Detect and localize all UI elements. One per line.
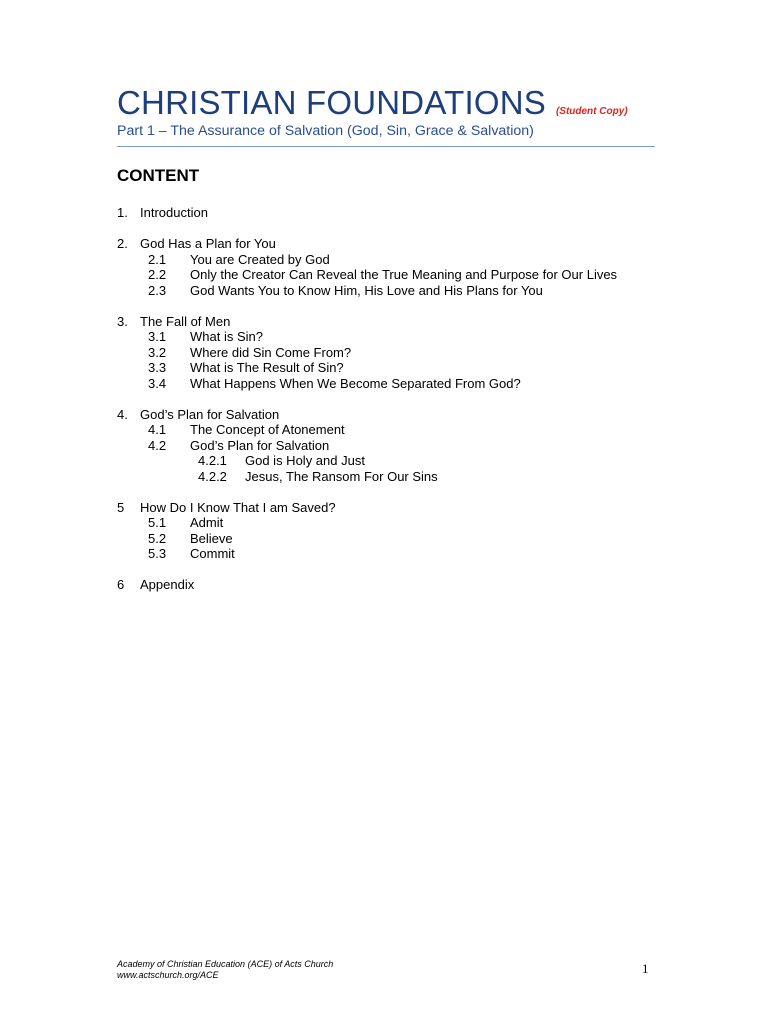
toc-indent [117,345,148,361]
toc-subentry-number: 3.3 [148,360,167,375]
toc-subentry-label: The Concept of Atonement [190,422,345,437]
toc-subentry-number: 5.2 [148,530,167,546]
toc-section [117,236,617,298]
toc-section [117,205,617,221]
toc-subsubentry-label: Jesus, The Ransom For Our Sins [245,468,438,484]
title-line [117,86,657,119]
toc-subentry [117,515,617,531]
toc-entry-label: God Has a Plan for You [140,236,276,251]
toc-indent [117,531,148,547]
table-of-contents [117,205,617,608]
toc-indent [117,329,148,345]
toc-section [117,577,617,593]
toc-subentry-label: God Wants You to Know Him, His Love and His Plans for You [190,282,543,298]
toc-subentry-label: What is Sin? [190,329,263,344]
toc-entry-label: Appendix [140,577,195,592]
footer [117,959,333,981]
toc-entry-label: Introduction [140,205,208,220]
toc-subentry-label: God’s Plan for Salvation [190,437,330,453]
toc-subentry-number: 3.4 [148,375,167,391]
toc-indent [117,376,148,392]
toc-subentry-number: 4.2 [148,437,167,453]
header-divider [117,146,655,147]
toc-indent [117,469,198,485]
toc-subentry [117,546,617,562]
toc-entry [117,407,617,423]
toc-subentry-label: What is The Result of Sin? [190,360,344,375]
toc-indent [117,438,148,454]
toc-subentry-number: 2.2 [148,267,167,282]
toc-subentry-label: What Happens When We Become Separated From God? [190,375,521,391]
toc-entry [117,205,617,221]
toc-entry-number: 6 [117,577,125,592]
toc-indent [117,546,148,562]
toc-subentry [117,283,617,299]
toc-subentry-label: Admit [190,515,224,530]
toc-entry-label: How Do I Know That I am Saved? [140,499,336,515]
toc-subentry-number: 3.1 [148,329,167,344]
document-title: CHRISTIAN FOUNDATIONS [117,84,546,121]
toc-entry [117,500,617,516]
toc-entry-label: The Fall of Men [140,313,231,329]
toc-entry-number: 2. [117,236,128,251]
toc-subsubentry-number: 4.2.1 [198,453,227,468]
toc-indent [117,252,148,268]
toc-entry [117,236,617,252]
toc-indent [117,422,148,438]
toc-subentry-label: Only the Creator Can Reveal the True Meaning and Purpose for Our Lives [190,267,618,282]
toc-section [117,500,617,562]
toc-subentry [117,438,617,454]
toc-subentry-number: 5.1 [148,515,167,530]
toc-entry-number: 3. [117,313,128,329]
document-header [117,86,657,139]
toc-indent [117,360,148,376]
toc-subsubentry [117,453,617,469]
toc-indent [117,267,148,283]
toc-subentry [117,531,617,547]
toc-subentry-label: Where did Sin Come From? [190,344,352,360]
footer-organization: Academy of Christian Education (ACE) of Acts Church [117,959,334,969]
footer-website: www.actschurch.org/ACE [117,970,219,980]
content-heading: CONTENT [117,166,200,185]
toc-entry-number: 4. [117,406,128,422]
toc-entry-number: 5 [117,499,125,515]
toc-entry [117,314,617,330]
toc-subentry [117,345,617,361]
toc-subentry [117,422,617,438]
toc-indent [117,453,198,469]
toc-subentry-number: 5.3 [148,546,167,561]
toc-subentry-label: You are Created by God [190,251,330,267]
toc-section [117,407,617,485]
document-subtitle: Part 1 – The Assurance of Salvation (God, Sin, Grace & Salvation) [117,123,534,139]
page-number: 1 [642,961,649,976]
toc-entry-label: God’s Plan for Salvation [140,406,280,422]
toc-subsubentry-label: God is Holy and Just [245,453,365,468]
toc-subentry-number: 3.2 [148,344,167,360]
toc-subentry-label: Believe [190,530,233,546]
student-copy-label: (Student Copy) [555,106,628,117]
toc-subentry [117,252,617,268]
toc-subentry [117,376,617,392]
toc-subsubentry [117,469,617,485]
toc-subentry-number: 2.1 [148,251,167,267]
toc-subentry [117,360,617,376]
toc-subentry-number: 2.3 [148,282,167,298]
toc-entry-number: 1. [117,205,128,220]
toc-subentry [117,267,617,283]
toc-indent [117,283,148,299]
toc-subentry [117,329,617,345]
toc-entry [117,577,617,593]
toc-section [117,314,617,392]
toc-subentry-label: Commit [190,546,235,561]
toc-subsubentry-number: 4.2.2 [198,468,227,484]
toc-indent [117,515,148,531]
toc-subentry-number: 4.1 [148,422,167,437]
